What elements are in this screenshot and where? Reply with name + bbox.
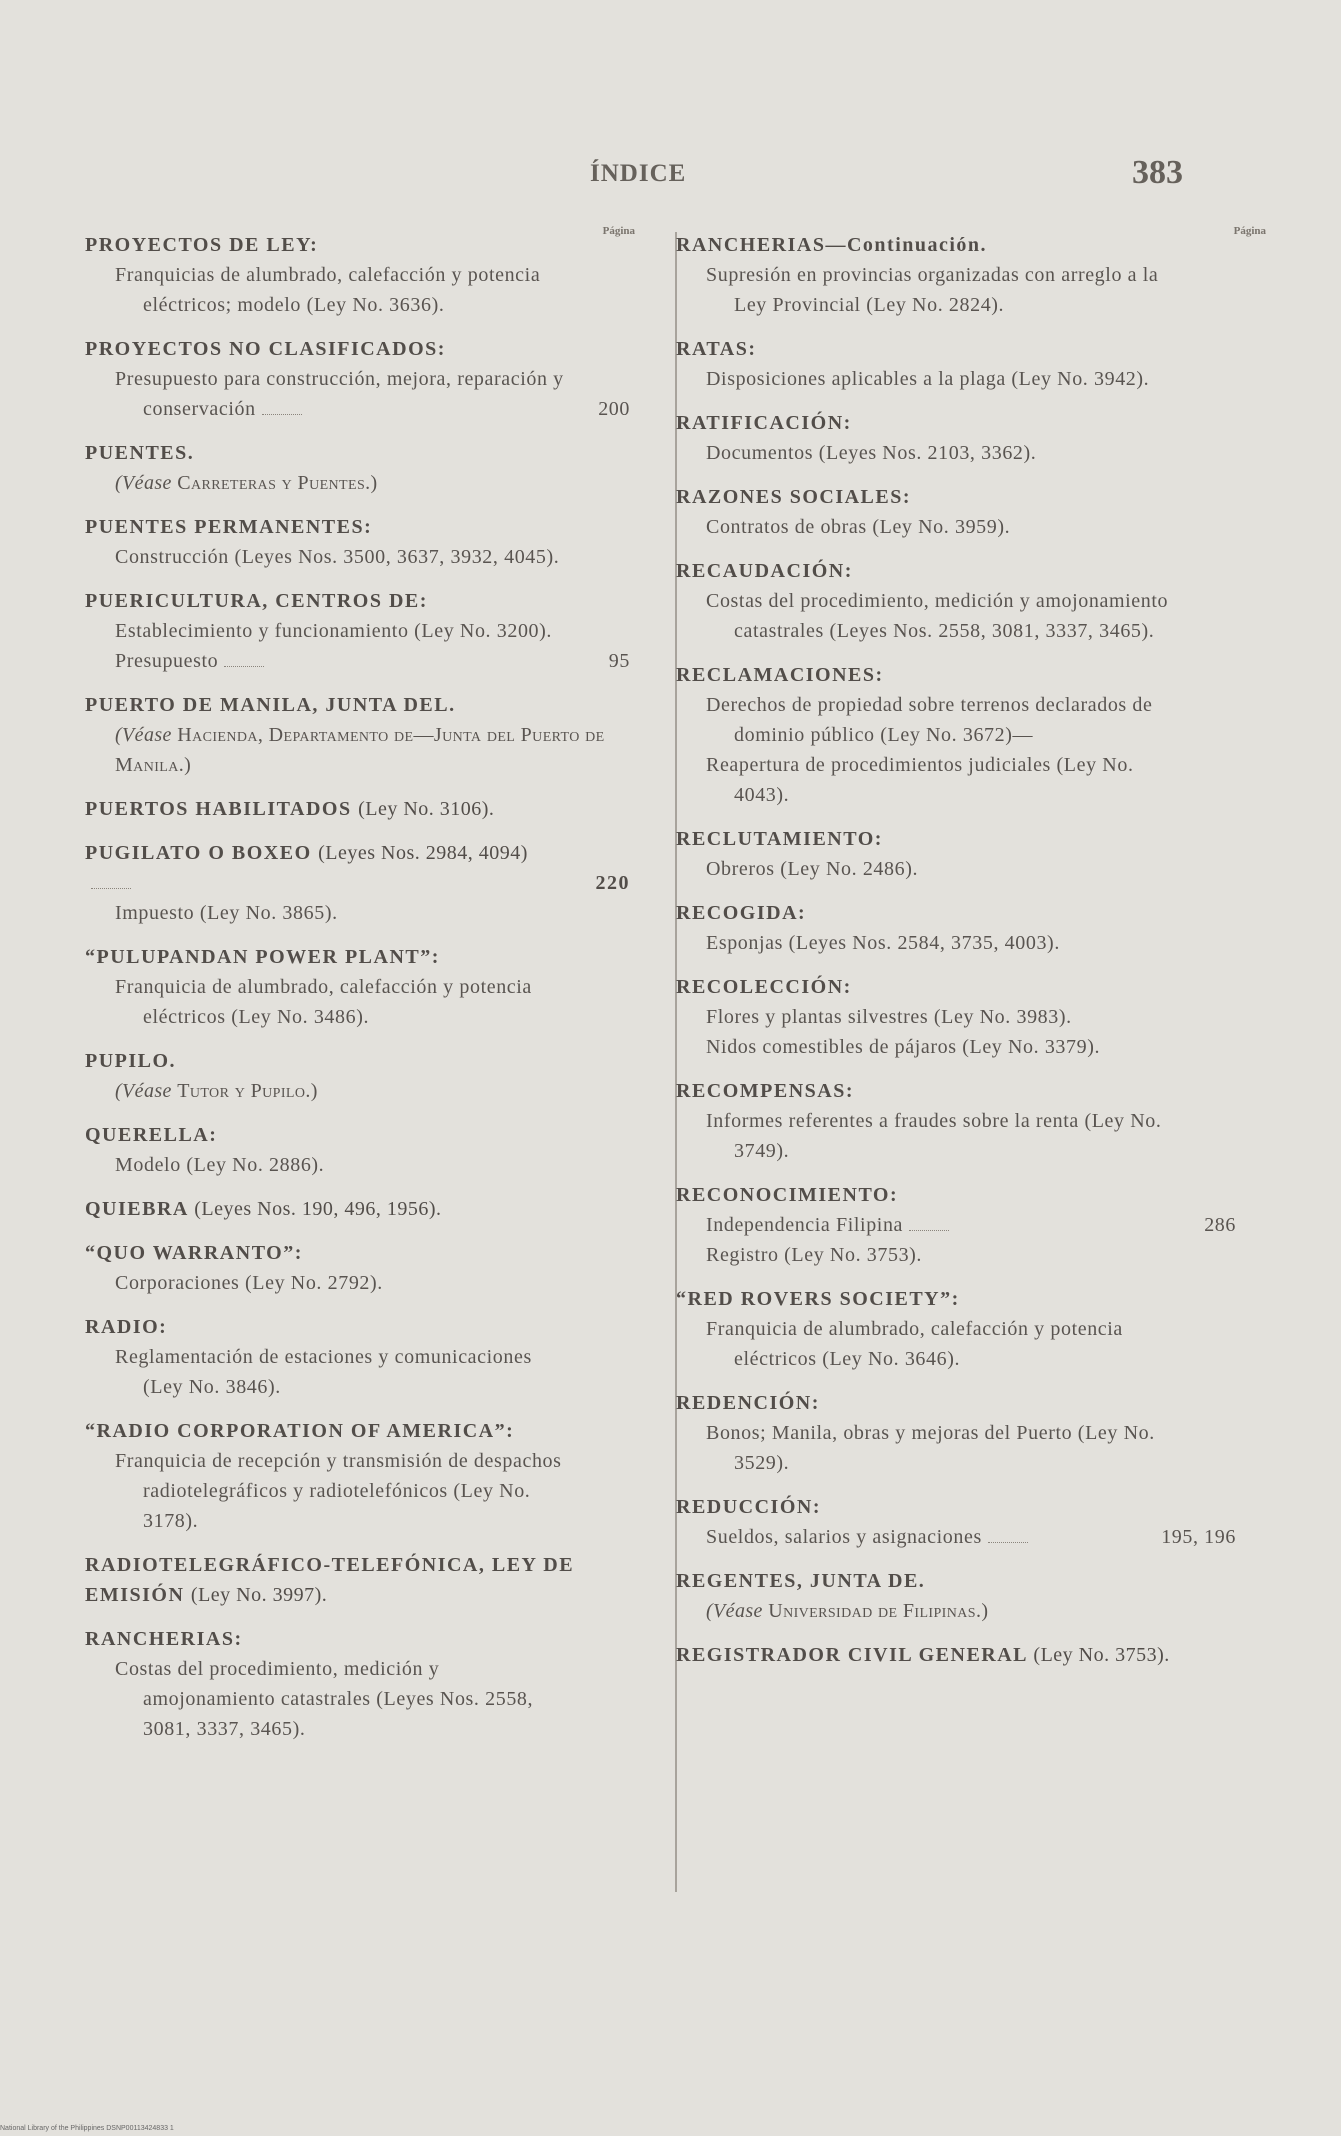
heading-text: RECOMPENSAS: [676,1080,855,1102]
entry-heading [676,1076,1236,1106]
sub-entry-text: Sueldos, salarios y asignaciones [706,1526,982,1548]
running-title: ÍNDICE [590,160,687,187]
heading-text: “RED ROVERS SOCIETY”: [676,1288,960,1310]
index-entry [85,1238,630,1298]
sub-entry [676,854,1236,884]
page-reference: 286 [1204,1214,1236,1236]
entry-heading [85,1312,630,1342]
sub-entry [85,1654,630,1744]
heading-text: RAZONES SOCIALES: [676,486,912,508]
heading-text: RECLUTAMIENTO: [676,828,883,850]
sub-entry [85,260,630,320]
index-entry [676,482,1236,542]
index-entry [85,838,630,928]
index-entry [676,1284,1236,1374]
sub-entry-text: Informes referentes a fraudes sobre la renta (Ley No. 3749). [706,1110,1162,1162]
heading-text: RECOLECCIÓN: [676,976,852,998]
index-entry [85,1312,630,1402]
entry-heading [676,334,1236,364]
heading-text: REGISTRADOR CIVIL GENERAL [676,1644,1027,1666]
heading-text: PUERTOS HABILITADOS [85,798,352,820]
sub-entry-text: Costas del procedimiento, medición y amojonamiento catastrales (Leyes Nos. 2558, 3081, 3337, 3465). [706,590,1169,642]
sub-entry-text: Contratos de obras (Ley No. 3959). [706,516,1011,538]
see-target: Universidad de Filipinas.) [768,1600,989,1622]
see-prefix: (Véase [115,472,172,494]
index-entry [676,1492,1236,1552]
sub-entry [676,364,1236,394]
sub-entry [85,972,630,1032]
entry-heading [676,482,1236,512]
entry-heading [85,230,630,260]
entry-heading [85,1194,630,1224]
index-entry [676,972,1236,1062]
index-entry [85,942,630,1032]
index-entry [676,556,1236,646]
heading-text: RECONOCIMIENTO: [676,1184,899,1206]
heading-text: REDENCIÓN: [676,1392,820,1414]
sub-entry-text: Presupuesto para construcción, mejora, reparación y conservación [115,368,564,420]
sub-entry-text: Independencia Filipina [706,1214,904,1236]
heading-law-reference: (Ley No. 3106). [358,798,495,820]
index-entry [676,660,1236,810]
pagina-label-left: Página [602,225,635,237]
dot-leader [262,414,302,415]
entry-heading [676,1284,1236,1314]
index-entry [676,1180,1236,1270]
heading-text: PUENTES. [85,442,195,464]
index-entry [85,1046,630,1106]
index-entry [85,512,630,572]
see-prefix: (Véase [115,724,172,746]
entry-heading [85,794,630,824]
index-entry [85,1624,630,1744]
sub-entry [676,690,1236,750]
heading-text: PUGILATO O BOXEO [85,842,312,864]
heading-text: QUIEBRA [85,1198,188,1220]
sub-entry [85,364,630,424]
index-entry [85,586,630,676]
sub-entry-text: Impuesto (Ley No. 3865). [115,902,338,924]
sub-entry [676,1314,1236,1374]
sub-entry [85,1446,630,1536]
heading-text: RADIO: [85,1316,168,1338]
sub-entry [85,616,630,646]
index-entry [676,1640,1236,1670]
sub-entry-text: Franquicia de recepción y transmisión de despachos radiotelegráficos y radiotelefónicos (Ley No. 3178). [115,1450,562,1532]
entry-heading [85,1046,630,1076]
heading-text: QUERELLA: [85,1124,218,1146]
sub-entry-text: Establecimiento y funcionamiento (Ley No. 3200). [115,620,553,642]
sub-entry-text: Construcción (Leyes Nos. 3500, 3637, 3932, 4045). [115,546,560,568]
index-entry [85,794,630,824]
sub-entry-text: Documentos (Leyes Nos. 2103, 3362). [706,442,1037,464]
heading-text: RATIFICACIÓN: [676,412,852,434]
sub-entry [676,1522,1236,1552]
entry-heading [85,1238,630,1268]
sub-entry [676,260,1236,320]
index-entry [85,334,630,424]
heading-law-reference: (Leyes Nos. 2984, 4094) [318,842,528,864]
dot-leader [909,1230,949,1231]
page-reference: 220 [595,872,630,894]
right-column [676,225,1266,1684]
entry-heading [676,1566,1236,1596]
heading-text: PUENTES PERMANENTES: [85,516,373,538]
entry-heading [85,512,630,542]
heading-text: RECOGIDA: [676,902,807,924]
sub-entry [676,1032,1236,1062]
page-reference: 95 [608,650,630,672]
heading-law-reference: (Ley No. 3997). [190,1584,328,1606]
index-entry [85,230,630,320]
left-column [85,225,635,1758]
heading-text: REGENTES, JUNTA DE. [676,1570,926,1592]
heading-text: REDUCCIÓN: [676,1496,821,1518]
heading-text: RATAS: [676,338,757,360]
index-entry [676,408,1236,468]
index-entry [85,690,630,780]
see-prefix: (Véase [706,1600,763,1622]
entry-heading [85,334,630,364]
sub-entry [676,438,1236,468]
index-entry [676,334,1236,394]
page-reference: 200 [598,398,630,420]
see-reference [85,1076,630,1106]
index-entry [676,898,1236,958]
see-target: Carreteras y Puentes.) [177,472,378,494]
sub-entry-text: Registro (Ley No. 3753). [706,1244,923,1266]
index-entry [85,1120,630,1180]
sub-entry-text: Costas del procedimiento, medición y amojonamiento catastrales (Leyes Nos. 2558, 3081, 3337, 3465). [115,1658,534,1740]
sub-entry-text: Disposiciones aplicables a la plaga (Ley No. 3942). [706,368,1150,390]
entry-heading [676,1388,1236,1418]
sub-entry-text: Supresión en provincias organizadas con arreglo a la Ley Provincial (Ley No. 2824). [706,264,1159,316]
entry-heading [85,586,630,616]
see-reference [85,720,630,780]
entry-heading [85,690,630,720]
sub-entry [85,646,630,676]
sub-entry [85,1150,630,1180]
entry-heading [85,438,630,468]
index-entry [676,824,1236,884]
entry-heading [676,1492,1236,1522]
sub-entry-text: Corporaciones (Ley No. 2792). [115,1272,383,1294]
dot-leader [988,1542,1028,1543]
see-prefix: (Véase [115,1080,172,1102]
entry-heading [85,942,630,972]
entry-heading [676,230,1236,260]
index-entry [676,1076,1236,1166]
see-reference [676,1596,1236,1626]
heading-text: RECAUDACIÓN: [676,560,853,582]
entry-heading [85,1416,630,1446]
sub-entry [85,542,630,572]
entry-heading [676,660,1236,690]
index-entry [676,1388,1236,1478]
heading-law-reference: (Leyes Nos. 190, 496, 1956). [194,1198,442,1220]
see-target: Hacienda, Departamento de—Junta del Puerto de Manila.) [115,724,605,776]
sub-entry [85,898,630,928]
dot-leader [224,666,264,667]
sub-entry-text: Franquicia de alumbrado, calefacción y potencia eléctricos (Ley No. 3646). [706,1318,1123,1370]
entry-heading [676,1180,1236,1210]
sub-entry-text: Reapertura de procedimientos judiciales (Ley No. 4043). [706,754,1134,806]
index-entry [676,1566,1236,1626]
sub-entry-text: Derechos de propiedad sobre terrenos declarados de dominio público (Ley No. 3672)— [706,694,1153,746]
sub-entry [676,928,1236,958]
entry-heading [85,1624,630,1654]
page-number: 383 [1132,154,1183,191]
heading-text: PUERTO DE MANILA, JUNTA DEL. [85,694,456,716]
entry-heading [676,556,1236,586]
heading-text: RECLAMACIONES: [676,664,884,686]
sub-entry [85,1268,630,1298]
heading-text: “RADIO CORPORATION OF AMERICA”: [85,1420,515,1442]
page-header [0,154,1341,200]
page-reference: 195, 196 [1161,1526,1236,1548]
sub-entry [676,750,1236,810]
index-entry [85,1416,630,1536]
sub-entry-text: Nidos comestibles de pájaros (Ley No. 3379). [706,1036,1101,1058]
sub-entry [676,1240,1236,1270]
sub-entry [85,1342,630,1402]
heading-text: “PULUPANDAN POWER PLANT”: [85,946,440,968]
entry-heading [676,1640,1236,1670]
sub-entry-text: Flores y plantas silvestres (Ley No. 3983). [706,1006,1072,1028]
sub-entry-text: Modelo (Ley No. 2886). [115,1154,325,1176]
dot-leader [91,888,131,889]
sub-entry [676,586,1236,646]
sub-entry-text: Obreros (Ley No. 2486). [706,858,919,880]
entry-heading [85,1120,630,1150]
index-entry [85,1550,630,1610]
sub-entry-text: Presupuesto [115,650,219,672]
sub-entry-text: Bonos; Manila, obras y mejoras del Puerto (Ley No. 3529). [706,1422,1155,1474]
sub-entry-text: Esponjas (Leyes Nos. 2584, 3735, 4003). [706,932,1060,954]
heading-text: “QUO WARRANTO”: [85,1242,303,1264]
sub-entry [676,1210,1236,1240]
entry-heading [85,1550,630,1610]
sub-entry-text: Franquicias de alumbrado, calefacción y potencia eléctricos; modelo (Ley No. 3636). [115,264,541,316]
sub-entry-text: Reglamentación de estaciones y comunicaciones (Ley No. 3846). [115,1346,532,1398]
entry-heading [676,898,1236,928]
heading-text: RANCHERIAS: [85,1628,243,1650]
heading-text: PUERICULTURA, CENTROS DE: [85,590,428,612]
index-entry [85,1194,630,1224]
see-target: Tutor y Pupilo.) [177,1080,318,1102]
sub-entry [676,512,1236,542]
entry-heading [85,838,630,898]
sub-entry [676,1002,1236,1032]
index-entry [676,230,1236,320]
heading-text: PROYECTOS DE LEY: [85,234,319,256]
heading-text: RADIOTELEGRÁFICO-TELEFÓNICA, LEY DE EMISIÓN [85,1554,575,1606]
entry-heading [676,824,1236,854]
footer-note: National Library of the Philippines DSNP00113424833 1 [0,2125,174,2132]
entry-heading [676,972,1236,1002]
heading-law-reference: (Ley No. 3753). [1033,1644,1170,1666]
heading-text: PROYECTOS NO CLASIFICADOS: [85,338,446,360]
sub-entry [676,1418,1236,1478]
entry-heading [676,408,1236,438]
see-reference [85,468,630,498]
heading-text: PUPILO. [85,1050,177,1072]
sub-entry [676,1106,1236,1166]
sub-entry-text: Franquicia de alumbrado, calefacción y potencia eléctricos (Ley No. 3486). [115,976,532,1028]
index-entry [85,438,630,498]
pagina-label-right: Página [1233,225,1266,237]
heading-text: RANCHERIAS—Continuación. [676,234,988,256]
